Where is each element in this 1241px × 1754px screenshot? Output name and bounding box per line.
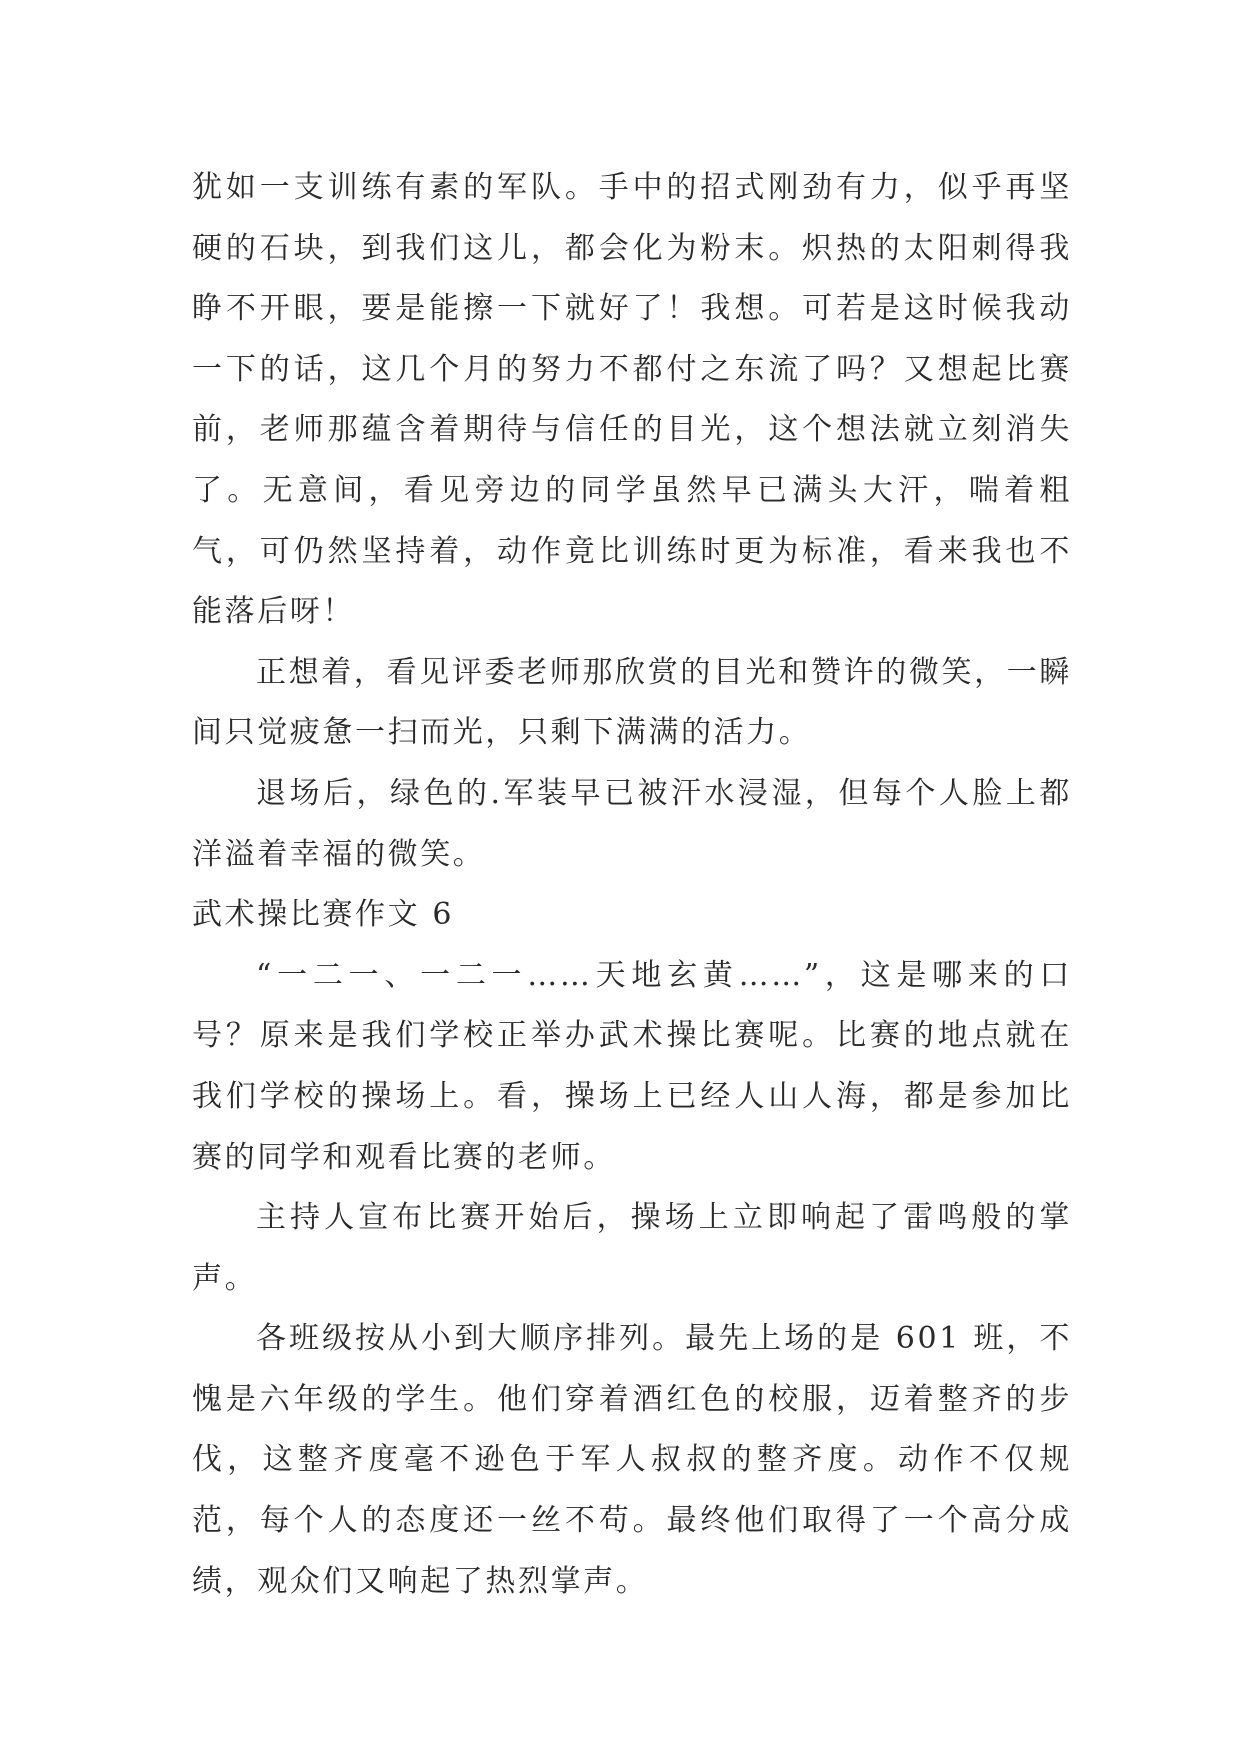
paragraph: 退场后，绿色的.军装早已被汗水浸湿，但每个人脸上都洋溢着幸福的微笑。: [192, 775, 1072, 872]
paragraph: 各班级按从小到大顺序排列。最先上场的是 601 班，不愧是六年级的学生。他们穿着酒红色的校服，迈着整齐的步伐，这整齐度毫不逊色于军人叔叔的整齐度。动作不仅规范，每个人的态度还一丝不苟。最终他们取得了一个高分成绩，观众们又响起了热烈掌声。: [192, 1321, 1072, 1599]
paragraph: “一二一、一二一……天地玄黄……”，这是哪来的口号？原来是我们学校正举办武术操比赛呢。比赛的地点就在我们学校的操场上。看，操场上已经人山人海，都是参加比赛的同学和观看比赛的老师。: [192, 957, 1072, 1175]
paragraph: 正想着，看见评委老师那欣赏的目光和赞许的微笑，一瞬间只觉疲惫一扫而光，只剩下满满的活力。: [192, 654, 1072, 751]
document-body: [192, 158, 1072, 1612]
section-heading: 武术操比赛作文 6: [192, 897, 455, 933]
paragraph-continued: 犹如一支训练有素的军队。手中的招式刚劲有力，似乎再坚硬的石块，到我们这儿，都会化为粉末。炽热的太阳刺得我睁不开眼，要是能擦一下就好了！我想。可若是这时候我动一下的话，这几个月的努力不都付之东流了吗？又想起比赛前，老师那蕴含着期待与信任的目光，这个想法就立刻消失了。无意间，看见旁边的同学虽然早已满头大汗，喘着粗气，可仍然坚持着，动作竟比训练时更为标准，看来我也不能落后呀！: [192, 170, 1072, 630]
paragraph: 主持人宣布比赛开始后，操场上立即响起了雷鸣般的掌声。: [192, 1200, 1072, 1296]
